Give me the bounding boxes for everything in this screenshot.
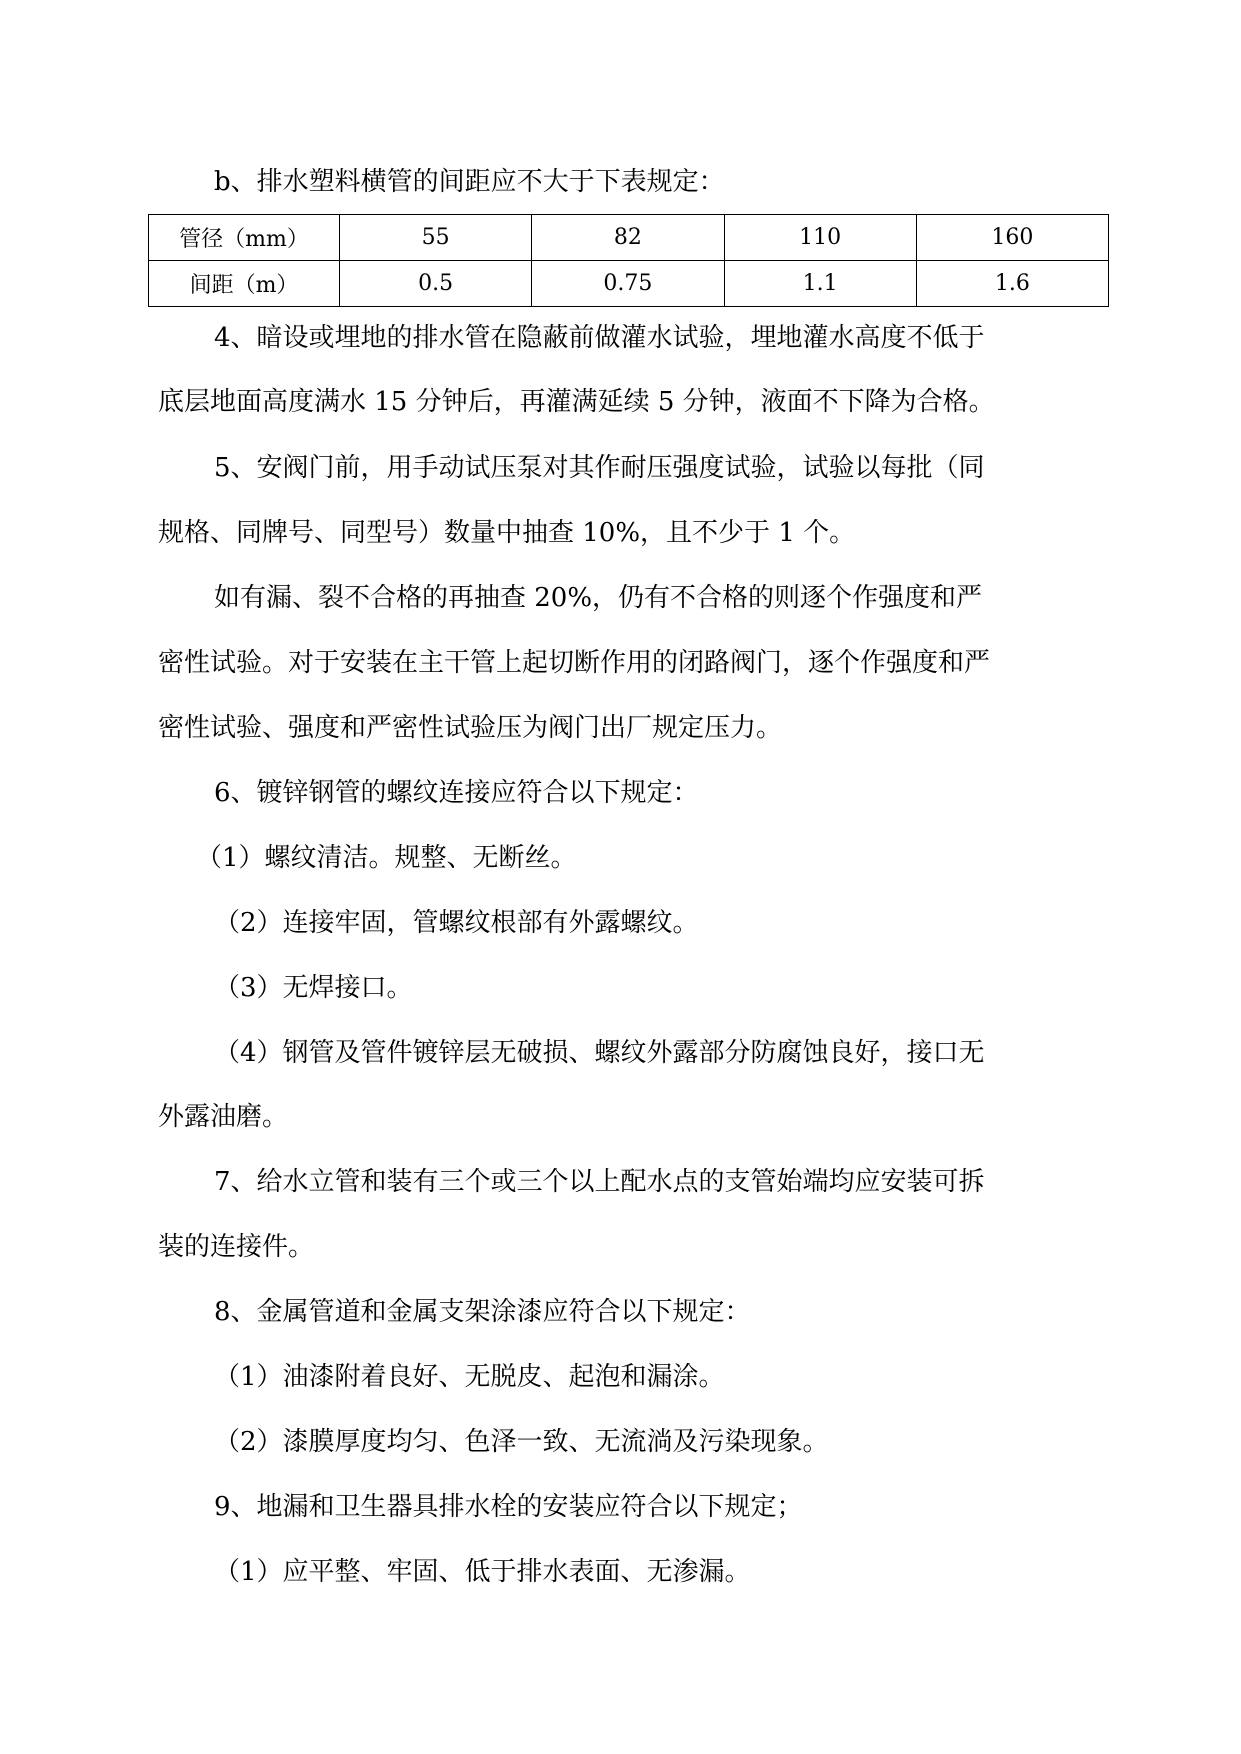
list-item: （4）钢管及管件镀锌层无破损、螺纹外露部分防腐蚀良好，接口无 (214, 1038, 985, 1068)
table-cell: 间距（m） (149, 261, 340, 307)
paragraph-line: 6、镀锌钢管的螺纹连接应符合以下规定： (214, 778, 699, 808)
table-cell: 55 (340, 215, 532, 261)
table-cell: 82 (532, 215, 724, 261)
paragraph-line: 7、给水立管和装有三个或三个以上配水点的支管始端均应安装可拆 (214, 1167, 985, 1197)
paragraph-line: 底层地面高度满水 15 分钟后，再灌满延续 5 分钟，液面不下降为合格。 (158, 387, 995, 417)
table-intro: b、排水塑料横管的间距应不大于下表规定： (214, 167, 725, 197)
paragraph-line: 外露油磨。 (158, 1102, 289, 1132)
list-item: （1）螺纹清洁。规整、无断丝。 (196, 843, 577, 873)
pipe-spacing-table (148, 214, 1109, 307)
paragraph-line: 9、地漏和卫生器具排水栓的安装应符合以下规定； (214, 1492, 803, 1522)
table-cell: 1.1 (724, 261, 916, 307)
paragraph-line: 8、金属管道和金属支架涂漆应符合以下规定： (214, 1297, 751, 1327)
list-item: （1）油漆附着良好、无脱皮、起泡和漏涂。 (214, 1362, 725, 1392)
list-item: （2）连接牢固，管螺纹根部有外露螺纹。 (214, 908, 699, 938)
paragraph-line: 4、暗设或埋地的排水管在隐蔽前做灌水试验，埋地灌水高度不低于 (214, 323, 985, 353)
paragraph-line: 如有漏、裂不合格的再抽查 20%，仍有不合格的则逐个作强度和严 (214, 583, 983, 613)
table-row (149, 261, 1109, 307)
table-cell: 管径（mm） (149, 215, 340, 261)
paragraph-line: 密性试验、强度和严密性试验压为阀门出厂规定压力。 (158, 713, 783, 743)
list-item: （3）无焊接口。 (214, 973, 413, 1003)
table-cell: 1.6 (916, 261, 1108, 307)
table-row (149, 215, 1109, 261)
table-cell: 110 (724, 215, 916, 261)
paragraph-line: 5、安阀门前，用手动试压泵对其作耐压强度试验，试验以每批（同 (214, 453, 985, 483)
list-item: （2）漆膜厚度均匀、色泽一致、无流淌及污染现象。 (214, 1427, 829, 1457)
list-item: （1）应平整、牢固、低于排水表面、无渗漏。 (214, 1557, 751, 1587)
table-cell: 160 (916, 215, 1108, 261)
paragraph-line: 规格、同牌号、同型号）数量中抽查 10%，且不少于 1 个。 (158, 518, 856, 548)
table-cell: 0.5 (340, 261, 532, 307)
paragraph-line: 装的连接件。 (158, 1232, 315, 1262)
paragraph-line: 密性试验。对于安装在主干管上起切断作用的闭路阀门，逐个作强度和严 (158, 648, 991, 678)
table-cell: 0.75 (532, 261, 724, 307)
